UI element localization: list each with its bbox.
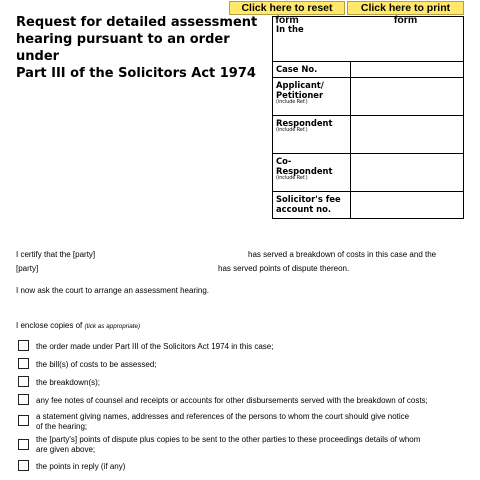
checklist-item-points-in-reply: the points in reply (if any) (36, 462, 126, 471)
certify-party-label: I certify that the [party] (16, 250, 96, 259)
co-respondent-field[interactable] (351, 154, 463, 191)
fee-account-label-cell (273, 192, 351, 218)
fee-account-label-2: account no. (276, 204, 332, 214)
form-title-line-3: Part III of the Solicitors Act 1974 (16, 66, 256, 81)
checklist-item-breakdown: the breakdown(s); (36, 378, 101, 387)
co-respondent-label: Co-Respondent (276, 156, 333, 176)
fee-account-field[interactable] (351, 192, 463, 218)
dispute-text: has served points of dispute thereon. (218, 264, 350, 273)
respondent-label: Respondent (276, 118, 333, 128)
co-respondent-label-cell (273, 154, 351, 191)
checkbox-breakdown[interactable] (18, 376, 29, 387)
co-respondent-ref-note: (include Ref.) (276, 176, 308, 181)
in-the-field[interactable] (273, 17, 463, 61)
respondent-label-cell (273, 116, 351, 153)
enclose-text: I enclose copies of (16, 321, 83, 330)
checklist-item-order: the order made under Part III of the Solicitors Act 1974 in this case; (36, 342, 274, 351)
applicant-label-2: Petitioner (276, 90, 324, 100)
applicant-field[interactable] (351, 78, 463, 115)
checkbox-bill[interactable] (18, 358, 29, 369)
applicant-label-cell (273, 78, 351, 115)
checkbox-statement[interactable] (18, 415, 29, 426)
respondent-row (273, 115, 463, 153)
checklist-item-points-of-dispute: the [party's] points of dispute plus copies to be sent to the other parties to these proceedings details of whom are given above; (36, 435, 421, 454)
case-no-field[interactable] (351, 62, 463, 77)
certify-served-text: has served a breakdown of costs in this case and the (248, 250, 437, 259)
checklist-item-bill: the bill(s) of costs to be assessed; (36, 360, 157, 369)
respondent-field[interactable] (351, 116, 463, 153)
case-no-row (273, 61, 463, 77)
fee-account-row (273, 191, 463, 218)
checkbox-fee-notes[interactable] (18, 394, 29, 405)
party-label: [party] (16, 264, 39, 273)
form-title-line-1: Request for detailed assessment (16, 15, 258, 30)
in-the-label: In the (276, 24, 304, 34)
case-no-label-cell (273, 62, 351, 77)
applicant-label-1: Applicant/ (276, 80, 324, 90)
checklist-item-fee-notes: any fee notes of counsel and receipts or accounts for other disbursements served with the breakdown of costs; (36, 396, 428, 405)
form-title (16, 14, 266, 82)
applicant-ref-note: (include Ref.) (276, 100, 308, 105)
respondent-ref-note: (include Ref.) (276, 128, 308, 133)
reset-form-button[interactable]: Click here to reset form (229, 1, 345, 15)
form-title-line-2: hearing pursuant to an order under (16, 32, 230, 64)
checkbox-points-of-dispute[interactable] (18, 439, 29, 450)
ask-hearing-text: I now ask the court to arrange an assessment hearing. (16, 286, 209, 295)
checklist-item-statement: a statement giving names, addresses and references of the persons to whom the court should give notice of the hearing; (36, 412, 410, 431)
checkbox-order[interactable] (18, 340, 29, 351)
enclose-label (16, 321, 140, 332)
tick-note: (tick as appropriate) (84, 323, 141, 330)
case-details-table (272, 16, 464, 219)
co-respondent-row (273, 153, 463, 191)
checkbox-points-in-reply[interactable] (18, 460, 29, 471)
applicant-row (273, 77, 463, 115)
case-no-label: Case No. (276, 64, 318, 74)
print-form-button[interactable]: Click here to print form (347, 1, 464, 15)
fee-account-label-1: Solicitor's fee (276, 194, 341, 204)
